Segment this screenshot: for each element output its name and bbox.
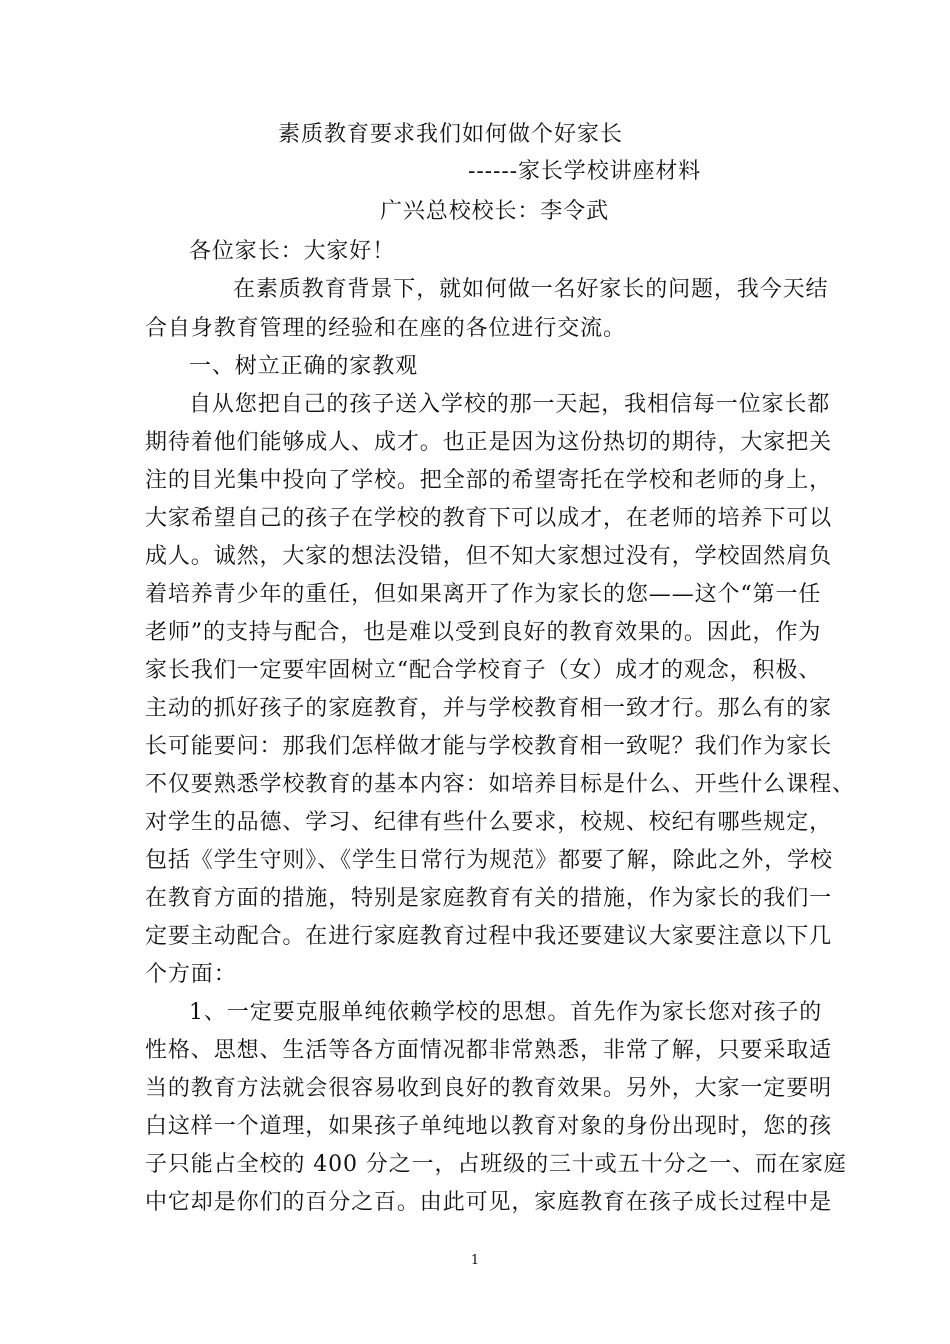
paragraph-line: 个方面： — [145, 962, 237, 987]
paragraph-line: 对学生的品德、学习、纪律有些什么要求，校规、校纪有哪些规定， — [145, 810, 833, 835]
paragraph-line: 着培养青少年的重任，但如果离开了作为家长的您——这个“第一任 — [145, 582, 822, 607]
paragraph-line: 中它却是你们的百分之百。由此可见，家庭教育在孩子成长过程中是 — [145, 1190, 833, 1215]
paragraph-line: 大家希望自己的孩子在学校的教育下可以成才，在老师的培养下可以 — [145, 506, 833, 531]
paragraph-line: 合自身教育管理的经验和在座的各位进行交流。 — [145, 316, 626, 341]
greeting-line: 各位家长：大家好！ — [189, 239, 396, 264]
paragraph-line: 当的教育方法就会很容易收到良好的教育效果。另外，大家一定要明 — [145, 1076, 833, 1101]
paragraph-line: 注的目光集中投向了学校。把全部的希望寄托在学校和老师的身上， — [145, 468, 833, 493]
paragraph-line: 在教育方面的措施，特别是家庭教育有关的措施，作为家长的我们一 — [145, 886, 833, 911]
paragraph-line: 期待着他们能够成人、成才。也正是因为这份热切的期待，大家把关 — [145, 430, 833, 455]
paragraph-line: 不仅要熟悉学校教育的基本内容：如培养目标是什么、开些什么课程、 — [145, 772, 855, 797]
paragraph-line: 主动的抓好孩子的家庭教育，并与学校教育相一致才行。那么有的家 — [145, 696, 833, 721]
page-number: 1 — [470, 1253, 480, 1268]
paragraph-line: 白这样一个道理，如果孩子单纯地以教育对象的身份出现时，您的孩 — [145, 1114, 833, 1139]
paragraph-line: 定要主动配合。在进行家庭教育过程中我还要建议大家要注意以下几 — [145, 924, 833, 949]
paragraph-line: 成人。诚然，大家的想法没错，但不知大家想过没有，学校固然肩负 — [145, 544, 833, 569]
paragraph-line: 在素质教育背景下，就如何做一名好家长的问题，我今天结 — [233, 277, 829, 302]
paragraph-line: 性格、思想、生活等各方面情况都非常熟悉，非常了解，只要采取适 — [145, 1038, 833, 1063]
section-heading: 一、树立正确的家教观 — [189, 354, 419, 379]
paragraph-line: 长可能要问：那我们怎样做才能与学校教育相一致呢？我们作为家长 — [145, 734, 833, 759]
document-subtitle: ------家长学校讲座材料 — [468, 159, 702, 184]
document-title: 素质教育要求我们如何做个好家长 — [278, 122, 624, 147]
document-author: 广兴总校校长：李令武 — [380, 199, 610, 224]
paragraph-line: 老师”的支持与配合，也是难以受到良好的教育效果的。因此，作为 — [145, 620, 822, 645]
paragraph-line: 家长我们一定要牢固树立“配合学校育子（女）成才的观念，积极、 — [145, 658, 822, 683]
paragraph-line: 包括《学生守则》、《学生日常行为规范》都要了解，除此之外，学校 — [145, 848, 833, 873]
paragraph-line: 自从您把自己的孩子送入学校的那一天起，我相信每一位家长都 — [189, 392, 831, 417]
paragraph-line: 子只能占全校的 400 分之一，占班级的三十或五十分之一、而在家庭 — [145, 1152, 847, 1177]
paragraph-line: 1、一定要克服单纯依赖学校的思想。首先作为家长您对孩子的 — [189, 1000, 823, 1025]
